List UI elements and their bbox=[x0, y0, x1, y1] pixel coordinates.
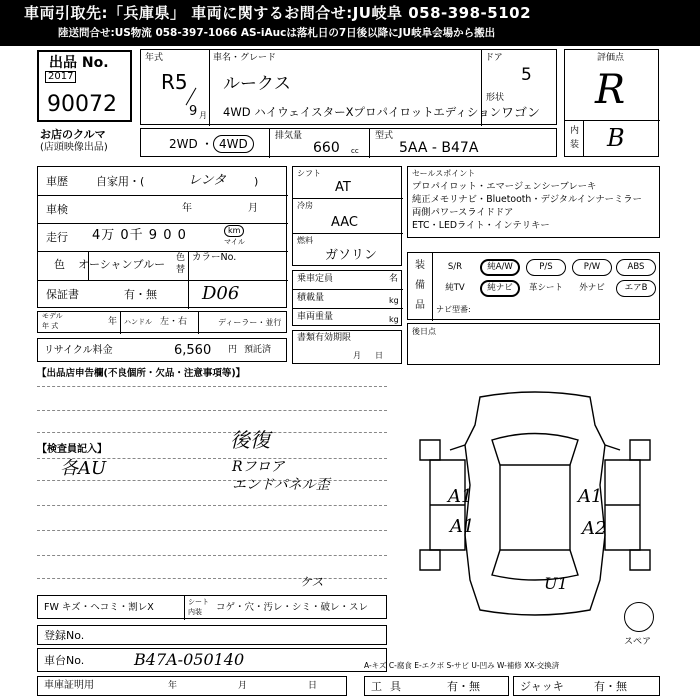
spare-label: スペア bbox=[624, 637, 652, 647]
drive-separator: ・ bbox=[201, 137, 214, 151]
sales-points-box bbox=[407, 166, 660, 238]
equipment-label-1: 装 bbox=[415, 260, 425, 271]
equip-navi-circled: 純ナビ bbox=[480, 280, 520, 297]
auction-header bbox=[0, 0, 700, 46]
capacity-label: 乗車定員 bbox=[297, 274, 334, 284]
year-label: 年式 bbox=[145, 53, 164, 63]
model-year-row bbox=[37, 311, 287, 333]
lot-number: 90072 bbox=[47, 92, 117, 117]
car-grade: 4WD ハイウェイスターXプロパイロットエディション bbox=[223, 105, 502, 119]
shaken-year-unit: 年 bbox=[182, 203, 192, 214]
color-change-1: 色 bbox=[176, 253, 186, 263]
inspector-note-endpanel: エンドパネル歪 bbox=[232, 477, 330, 493]
inspector-note-floor: Rフロア bbox=[232, 459, 285, 475]
damage-mark-front-right: A1 bbox=[578, 486, 603, 507]
load-unit: kg bbox=[389, 296, 399, 305]
cooling-label: 冷房 bbox=[297, 201, 313, 210]
model-year-unit: 年 bbox=[108, 317, 118, 327]
recycle-unit: 円 bbox=[228, 345, 238, 355]
recycle-label: リサイクル料金 bbox=[44, 345, 113, 356]
equip-leather: 革シート bbox=[528, 283, 563, 293]
inspector-note-au: 各AU bbox=[60, 458, 107, 479]
drive-4wd-circled: 4WD bbox=[213, 135, 254, 153]
damage-mark-front-left: A1 bbox=[448, 486, 473, 507]
cert-label: 車庫証明用 bbox=[44, 680, 94, 691]
drive-2wd: 2WD bbox=[169, 137, 198, 151]
mileage-unit-mile: マイル bbox=[224, 238, 245, 246]
displacement-label: 排気量 bbox=[275, 131, 303, 141]
seat-label-1: シート bbox=[188, 598, 209, 606]
equip-tv: 純TV bbox=[445, 283, 465, 293]
mileage-label: 走行 bbox=[46, 231, 68, 244]
equip-sr: S/R bbox=[447, 262, 463, 272]
month-value: 9 bbox=[189, 104, 198, 119]
recycle-row bbox=[37, 338, 287, 362]
equip-pw: P/W bbox=[572, 259, 612, 276]
fuel-label: 燃料 bbox=[297, 236, 313, 245]
recycle-amount: 6,560 bbox=[174, 343, 212, 358]
color-code: D06 bbox=[202, 283, 240, 304]
damage-mark-rear-right: A2 bbox=[582, 518, 607, 539]
model-year-label-2: 年 式 bbox=[42, 322, 59, 330]
weight-label: 車両重量 bbox=[297, 312, 334, 322]
front-windshield bbox=[492, 434, 578, 466]
inspector-label: 【検査員記入】 bbox=[37, 444, 107, 455]
mileage-value: 4万 0千 9 0 0 bbox=[92, 228, 187, 243]
equip-alloy-wheel-circled: 純A/W bbox=[480, 259, 520, 276]
sales-points-label: セールスポイント bbox=[412, 169, 476, 178]
declaration-label: 【出品店申告欄(不良個所・欠品・注意事項等)】 bbox=[37, 368, 246, 379]
equipment-label-2: 備 bbox=[415, 280, 425, 291]
shaken-label: 車検 bbox=[46, 203, 68, 216]
color-code-label: カラーNo. bbox=[192, 252, 237, 263]
score-box bbox=[564, 49, 659, 157]
drive-info-box bbox=[140, 128, 557, 157]
fw-row bbox=[37, 595, 387, 619]
capacity-table bbox=[292, 270, 402, 326]
inspector-note-ks: ケス bbox=[300, 575, 324, 589]
lot-number-box bbox=[37, 50, 132, 122]
header-contact-line: 車両引取先:「兵庫県」 車両に関するお問合せ:JU岐阜 058-398-5102 bbox=[24, 4, 532, 22]
equip-airbag: エアB bbox=[616, 280, 656, 297]
fuel-value: ガソリン bbox=[325, 248, 378, 263]
roof-lines bbox=[500, 465, 570, 550]
navi-model-label: ナビ型番: bbox=[436, 305, 471, 314]
score-value: R bbox=[595, 67, 626, 113]
cert-month-unit: 月 bbox=[238, 681, 248, 691]
seat-items: コゲ・穴・汚レ・シミ・破レ・スレ bbox=[216, 602, 369, 613]
equipment-box bbox=[407, 252, 660, 320]
post-notes-box bbox=[407, 323, 660, 365]
rear-left-wheel bbox=[420, 550, 440, 570]
doc-expiry-unit: 月日 bbox=[353, 351, 397, 360]
equip-ps: P/S bbox=[526, 259, 566, 276]
shift-value: AT bbox=[335, 180, 351, 195]
mileage-unit-km: km bbox=[224, 225, 244, 237]
warranty-value: 有・無 bbox=[124, 288, 157, 301]
load-label: 積載量 bbox=[297, 293, 325, 303]
cert-row bbox=[37, 676, 347, 696]
chassis-row bbox=[37, 648, 387, 672]
shop-video-label: (店頭映像出品) bbox=[40, 142, 108, 153]
history-value: レンタ bbox=[188, 173, 227, 188]
tools-row bbox=[364, 676, 509, 696]
sales-point-1: プロパイロット・エマージェンシーブレーキ bbox=[412, 181, 597, 192]
color-value: オーシャンブルー bbox=[78, 258, 166, 271]
seat-label-2: 内装 bbox=[188, 608, 202, 616]
shape-value: ワゴン bbox=[501, 106, 541, 121]
doors-label: ドア bbox=[485, 53, 503, 63]
warranty-label: 保証書 bbox=[46, 288, 79, 301]
model-code: 5AA - B47A bbox=[399, 140, 479, 156]
sales-point-3: 両側パワースライドドア bbox=[412, 207, 514, 218]
post-notes-label: 後日点 bbox=[412, 327, 436, 336]
damage-legend: A-キズ C-腐食 E-エクボ S-サビ U-凹み W-補修 XX-交換済 bbox=[364, 661, 560, 670]
chassis-number: B47A-050140 bbox=[134, 650, 245, 669]
cert-day-unit: 日 bbox=[308, 681, 318, 691]
year-stamp: 2017 bbox=[45, 71, 76, 83]
detail-table bbox=[37, 166, 287, 308]
history-suffix: ) bbox=[254, 175, 259, 188]
color-label: 色 bbox=[54, 258, 65, 271]
doc-expiry-label: 書類有効期限 bbox=[297, 333, 352, 343]
car-name: ルークス bbox=[223, 74, 291, 94]
sales-point-2: 純正メモリナビ・Bluetooth・デジタルインナーミラー bbox=[412, 194, 642, 205]
dealer-label: ディーラー・並行 bbox=[218, 318, 282, 327]
name-label: 車名・グレード bbox=[213, 53, 277, 63]
capacity-unit: 名 bbox=[389, 274, 399, 284]
tools-value: 有・無 bbox=[447, 680, 480, 693]
lot-label: 出品 No. bbox=[49, 55, 109, 71]
shaken-month-unit: 月 bbox=[248, 203, 258, 214]
color-change-2: 替 bbox=[176, 265, 186, 275]
cooling-value: AAC bbox=[331, 215, 358, 230]
equip-abs: ABS bbox=[616, 259, 656, 276]
shape-label: 形状 bbox=[486, 93, 505, 103]
interior-score: B bbox=[607, 124, 625, 152]
chassis-label: 車台No. bbox=[44, 654, 85, 667]
sales-point-4: ETC・LEDライト・インテリキー bbox=[412, 220, 550, 231]
jack-label: ジャッキ bbox=[520, 680, 564, 693]
inspector-note-rear: 後復 bbox=[230, 428, 270, 452]
damage-mark-rear: U1 bbox=[544, 574, 568, 593]
tools-label: 工具 bbox=[371, 680, 409, 693]
doors-value: 5 bbox=[521, 65, 532, 85]
fw-label: FW キズ・ヘコミ・割レX bbox=[44, 602, 154, 613]
jack-row bbox=[513, 676, 660, 696]
displacement-unit: cc bbox=[351, 147, 359, 155]
shop-car-label: お店のクルマ bbox=[40, 128, 106, 141]
handle-value: 左・右 bbox=[160, 317, 188, 327]
spare-tire-circle bbox=[624, 602, 654, 632]
month-unit: 月 bbox=[199, 111, 207, 120]
history-prefix: 自家用・( bbox=[96, 175, 145, 188]
interior-label-2: 装 bbox=[570, 140, 580, 150]
history-label: 車歴 bbox=[46, 175, 68, 188]
rear-right-wheel bbox=[630, 550, 650, 570]
spec-table bbox=[292, 166, 402, 266]
vehicle-info-box bbox=[140, 49, 557, 125]
jack-value: 有・無 bbox=[594, 680, 627, 693]
header-transport-line: 陸送問合せ:US物流 058-397-1066 AS-iAucは落札日の7日後以降にJU岐阜会場から搬出 bbox=[58, 27, 496, 39]
front-right-wheel bbox=[630, 440, 650, 460]
equipment-label-3: 品 bbox=[415, 300, 425, 311]
cert-year-unit: 年 bbox=[168, 681, 178, 691]
shift-label: シフト bbox=[297, 169, 321, 178]
equip-ext-navi: 外ナビ bbox=[579, 283, 605, 293]
doc-expiry-box bbox=[292, 330, 402, 364]
year-era: R5 bbox=[161, 70, 188, 94]
reg-label: 登録No. bbox=[44, 629, 85, 642]
front-left-wheel bbox=[420, 440, 440, 460]
score-label: 評価点 bbox=[597, 53, 625, 63]
weight-unit: kg bbox=[389, 315, 399, 324]
recycle-status: 預託済 bbox=[244, 345, 272, 355]
mirrors bbox=[450, 445, 620, 450]
handle-label: ハンドル bbox=[124, 318, 152, 326]
damage-mark-rear-left: A1 bbox=[450, 516, 475, 537]
interior-label-1: 内 bbox=[570, 126, 580, 136]
model-label: 型式 bbox=[375, 131, 394, 141]
displacement: 660 bbox=[313, 140, 340, 156]
model-year-label-1: モデル bbox=[42, 312, 63, 320]
reg-row bbox=[37, 625, 387, 645]
